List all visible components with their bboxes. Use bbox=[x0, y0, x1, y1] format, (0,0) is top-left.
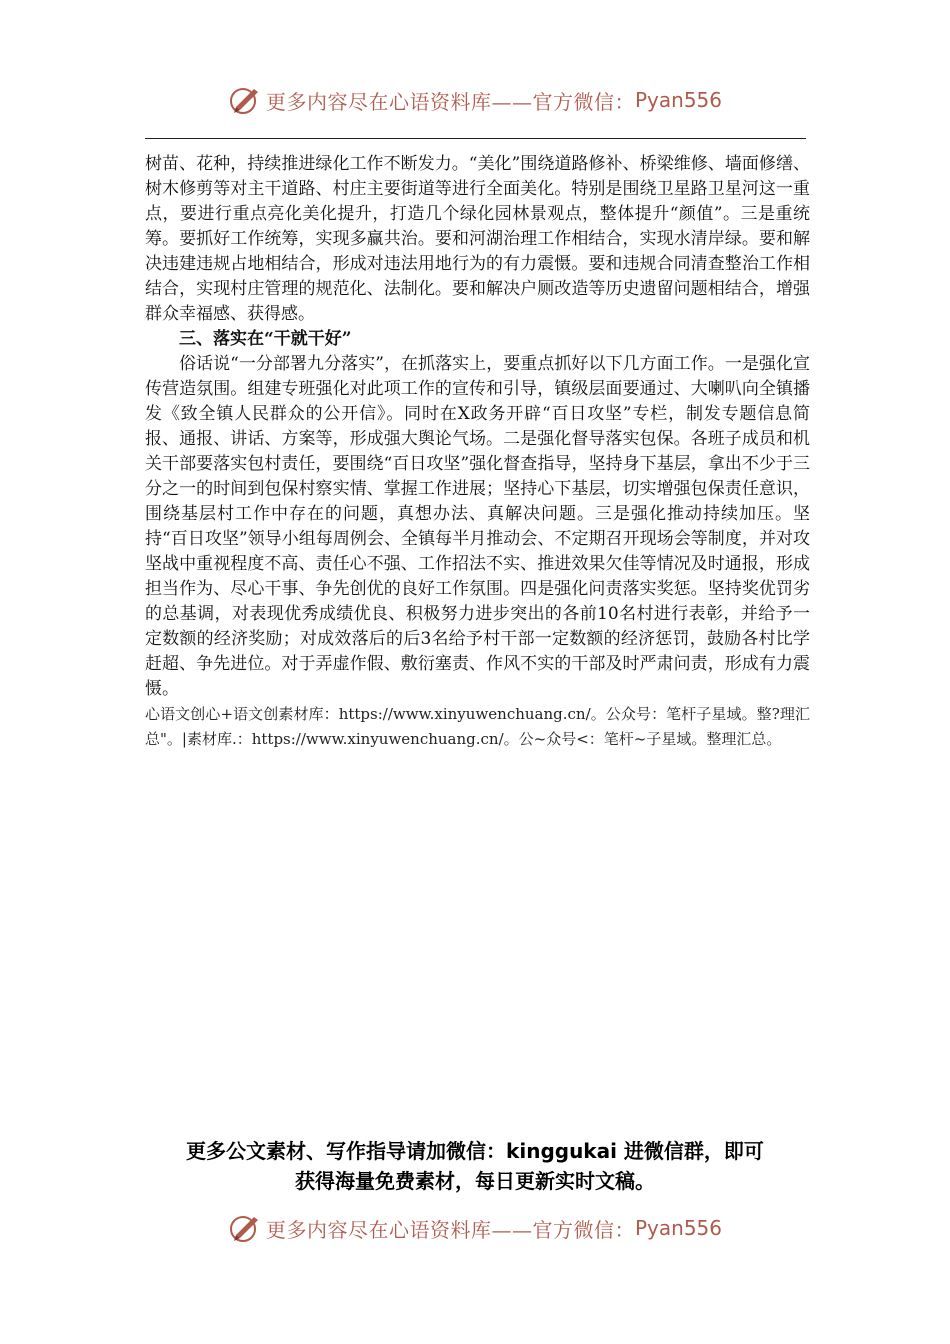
promo-block bbox=[135, 1136, 815, 1196]
promo-line-2: 获得海量免费素材，每日更新实时文稿。 bbox=[295, 1169, 655, 1193]
paragraph-2: 俗话说“一分部署九分落实”，在抓落实上，要重点抓好以下几方面工作。一是强化宣传营造氛围。组建专班强化对此项工作的宣传和引导，镇级层面要通过、大喇叭向全镇播发《致全镇人民群众的公开信》。同时在X政务开辟“百日攻坚”专栏，制发专题信息简报、通报、讲话、方案等，形成强大舆论气场。二是强化督导落实包保。各班子成员和机关干部要落实包村责任，要围绕“百日攻坚”强化督查指导，坚持身下基层，拿出不少于三分之一的时间到包保村察实情、掌握工作进展；坚持心下基层，切实增强包保责任意识，围绕基层村工作中存在的问题，真想办法、真解决问题。三是强化推动持续加压。坚持“百日攻坚”领导小组每周例会、全镇每半月推动会、不定期召开现场会等制度，并对攻坚战中重视程度不高、责任心不强、工作招法不实、推进效果欠佳等情况及时通报，形成担当作为、尽心干事、争先创优的良好工作氛围。四是强化问责落实奖惩。坚持奖优罚劣的总基调，对表现优秀成绩优良、积极努力进步突出的各前10名村进行表彰，并给予一定数额的经济奖励；对成效落后的后3名给予村干部一定数额的经济惩罚，鼓励各村比学赶超、争先进位。对于弄虚作假、敷衍塞责、作风不实的干部及时严肃问责，形成有力震慑。 bbox=[145, 354, 810, 699]
footer-brand bbox=[0, 1208, 950, 1248]
header-divider bbox=[145, 138, 806, 139]
header-brand bbox=[0, 80, 950, 120]
section-title: 三、落实在“干就干好” bbox=[179, 329, 352, 349]
pen-logo-icon bbox=[228, 1211, 262, 1245]
brand-contact: Pyan556 bbox=[634, 1216, 722, 1240]
source-note: 心语文创心+语文创素材库：https://www.xinyuwenchuang.cn/。公众号：笔杆子星域。整?理汇总"。|素材库.：https://www.xinyuwenchuang.cn/。公~众号<：笔杆~子星域。整理汇总。 bbox=[145, 705, 810, 748]
brand-text: 更多内容尽在心语资料库——官方微信： bbox=[265, 89, 635, 114]
document-body bbox=[145, 152, 810, 752]
paragraph-1: 树苗、花种，持续推进绿化工作不断发力。“美化”围绕道路修补、桥梁维修、墙面修缮、树木修剪等对主干道路、村庄主要街道等进行全面美化。特别是围绕卫星路卫星河这一重点，要进行重点亮化美化提升，打造几个绿化园林景观点，整体提升“颜值”。三是重统筹。要抓好工作统筹，实现多赢共治。要和河湖治理工作相结合，实现水清岸绿。要和解决违建违规占地相结合，形成对违法用地行为的有力震慑。要和违规合同清查整治工作相结合，实现村庄管理的规范化、法制化。要和解决户厕改造等历史遗留问题相结合，增强群众幸福感、获得感。 bbox=[145, 154, 810, 324]
brand-contact: Pyan556 bbox=[634, 88, 722, 112]
promo-line-1: 更多公文素材、写作指导请加微信：kinggukai 进微信群，即可 bbox=[186, 1139, 764, 1163]
pen-logo-icon bbox=[228, 83, 262, 117]
brand-text: 更多内容尽在心语资料库——官方微信： bbox=[265, 1217, 635, 1242]
